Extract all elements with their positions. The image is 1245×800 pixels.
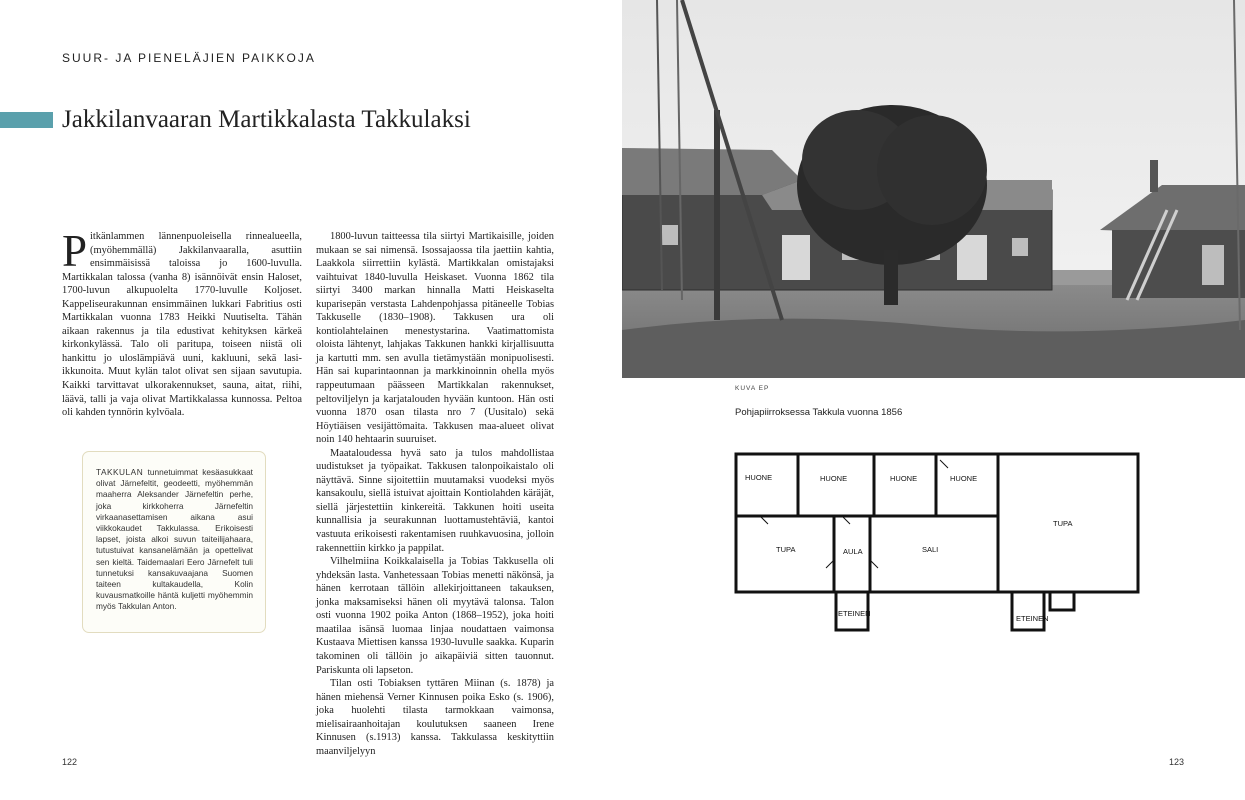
page-number-left: 122 xyxy=(62,757,78,767)
room-label-aula: AULA xyxy=(843,547,863,556)
page-title: Jakkilanvaaran Martikkalasta Takkulaksi xyxy=(62,106,471,133)
body-paragraph: Tilan osti Tobiaksen tyttären Miinan (s. 1878) ja hänen miehensä Verner Kinnusen poika Esko (s. 1906), joka huolehti tilasta tarmokkaan vaimonsa, mielisairaanhoitajan koulutuksen saaneen Irene Kinnusen (s.1913) kanssa. Takkulassa keskityttiin maanviljelyyn xyxy=(316,678,554,757)
floor-plan-caption: Pohjapiirroksessa Takkula vuonna 1856 xyxy=(735,407,903,418)
room-label-tupa-left: TUPA xyxy=(776,545,796,554)
room-label-sali: SALI xyxy=(922,545,939,554)
room-label-huone-1: HUONE xyxy=(745,473,773,482)
drop-cap: P xyxy=(62,226,88,276)
page-number-right: 123 xyxy=(1169,757,1185,767)
room-label-eteinen-left: ETEINEN xyxy=(838,609,871,618)
section-label: SUUR- JA PIENELÄJIEN PAIKKOJA xyxy=(62,51,316,65)
accent-bar xyxy=(0,112,53,128)
body-column-1 xyxy=(62,226,302,420)
floor-plan-drawing xyxy=(730,448,1145,643)
farmhouse-photo xyxy=(622,0,1245,378)
room-label-huone-4: HUONE xyxy=(950,474,978,483)
body-paragraph xyxy=(62,226,302,420)
body-paragraph: Vilhelmiina Koikkalaisella ja Tobias Takkusella oli yhdeksän lasta. Vanhetessaan Tobias menetti näkönsä, ja hänen kerrotaan tällöin allekirjoittaneen takauksen, jonka maksamiseksi hänen oli myytävä talonsa. Talon osti vuonna 1902 poika Anton (1868–1952), joka hoiti maatilaa isänsä luomaa linjaa noudattaen vaimonsa Kustaava Miettisen kanssa 1930-luvulle saakka. Kuparin takominen oli tällöin jo aikapäiviä sitten tauonnut. Pariskunta oli lapseton. xyxy=(316,556,554,676)
body-paragraph-text: itkänlammen lännenpuoleisella rinnealueella, (myöhemmällä) Jakkilanvaaralla, asuttiin ensimmäisissä taloissa jo 1600-luvulla. Martikkalan talossa (vanha 8) isännöivät ensin Haloset, 1700-luvun alkupuolelta 1770-luvulle Koljoset. Kappeliseurakunnan ensimmäinen lukkari Fabritius osti Martikkalan vuonna 1783 Heikki Nuutiselta. Tähän aikaan rakennus ja tila edustivat kehityksen kärkeä kirkonkylässä. Talo oli paritupa, toiseen niistä oli hankittu jo uloslämpiävä uuni, kakluuni, sekä lasi-ikkunoita. Muut kylän talot olivat sen sijaan savutupia. Kaikki tarvittavat ulkorakennukset, sauna, aitat, riihi, läävä, talli ja vaja olivat Martikkalassa kunnossa. Peltoa oli kahden tynnörin kylvöala. xyxy=(62,231,302,419)
room-label-huone-3: HUONE xyxy=(890,474,918,483)
room-label-eteinen-right: ETEINEN xyxy=(1016,614,1049,623)
photo-credit: KUVA EP xyxy=(735,385,770,392)
room-label-tupa-right: TUPA xyxy=(1053,519,1073,528)
sidebar-text: tunnetuimmat kesäasukkaat olivat Järnefeltit, geodeetti, myöhemmän maaherra Aleksander Järnefeltin perhe, joka kirkkoherra Järnefeltin virkaanasettamisen aikana asui viikkokaudet Takkulassa. Erikoisesti lapset, joista alkoi suvun taiteilijahaara, tutustuivat kansanelämään ja opettelivat sen kieltä. Taidemaalari Eero Järnefelt tuli tunnetuksi kansakuvaajana Suomen taiteen kultakaudella, Kolin kuvausmatkoille häntä kuljetti myöhemmin myös Takkulan Anton. xyxy=(96,467,253,612)
sidebar-lead: TAKKULAN xyxy=(96,467,144,477)
floor-plan xyxy=(730,448,1145,643)
farmhouse-photo-image xyxy=(622,0,1245,378)
sidebar-box xyxy=(82,451,266,633)
body-paragraph: 1800-luvun taitteessa tila siirtyi Martikaisille, joiden mukaan se sai nimensä. Isossajaossa tila jaettiin kahtia, Laakkola siirrettiin kylästä. Martikkalan omistajaksi vaihtuivat 1840-luvulla Heiskaset. Vuonna 1862 tila siirtyi 3400 markan hinnalla Matti Heiskaselta kuparisepän verstasta Lahdenpohjassa pitäneelle Tobias Takkuselle (1830–1908). Takkusen ura oli kontiolahtelainen menestystarina. Vaatimattomista oloista lähtenyt, lahjakas Takkunen hankki kirjallisuutta ja kartutti mm. sen avulla tietämystään monipuolisesti. Hän sai kuparintaonnan ja markkinoinnin ohella myös rappeutumaan päässeen Martikkalan rakennukset, peltoviljelyn ja karjatalouden hyvään kuntoon. Hän osti vuonna 1870 osan tilasta nro 7 (Uusitalo) sekä Höytiäisen vesijättömaita. Takkusen maa-alueet olivat noin 140 hehtaarin suuruiset. xyxy=(316,231,554,446)
room-label-huone-2: HUONE xyxy=(820,474,848,483)
body-paragraph: Maataloudessa hyvä sato ja tulos mahdollistaa uudistukset ja työpaikat. Takkusen talonpoikaistalo oli näyttävä. Sinne sijoitettiin muutamaksi vuodeksi myös kansakoulu, siellä istuivat ajoittain Kontiolahden käräjät, siellä järjestettiin kinkereitä. Takkunen hoiti useita kunnallisia ja seurakunnan luottamustehtäviä, kantoi vastuuta erikoisesti rakentamisen ruuhkavuosina, jolloin rakennettiin kirkko ja pappilat. xyxy=(316,447,554,554)
body-column-2 xyxy=(316,230,554,758)
